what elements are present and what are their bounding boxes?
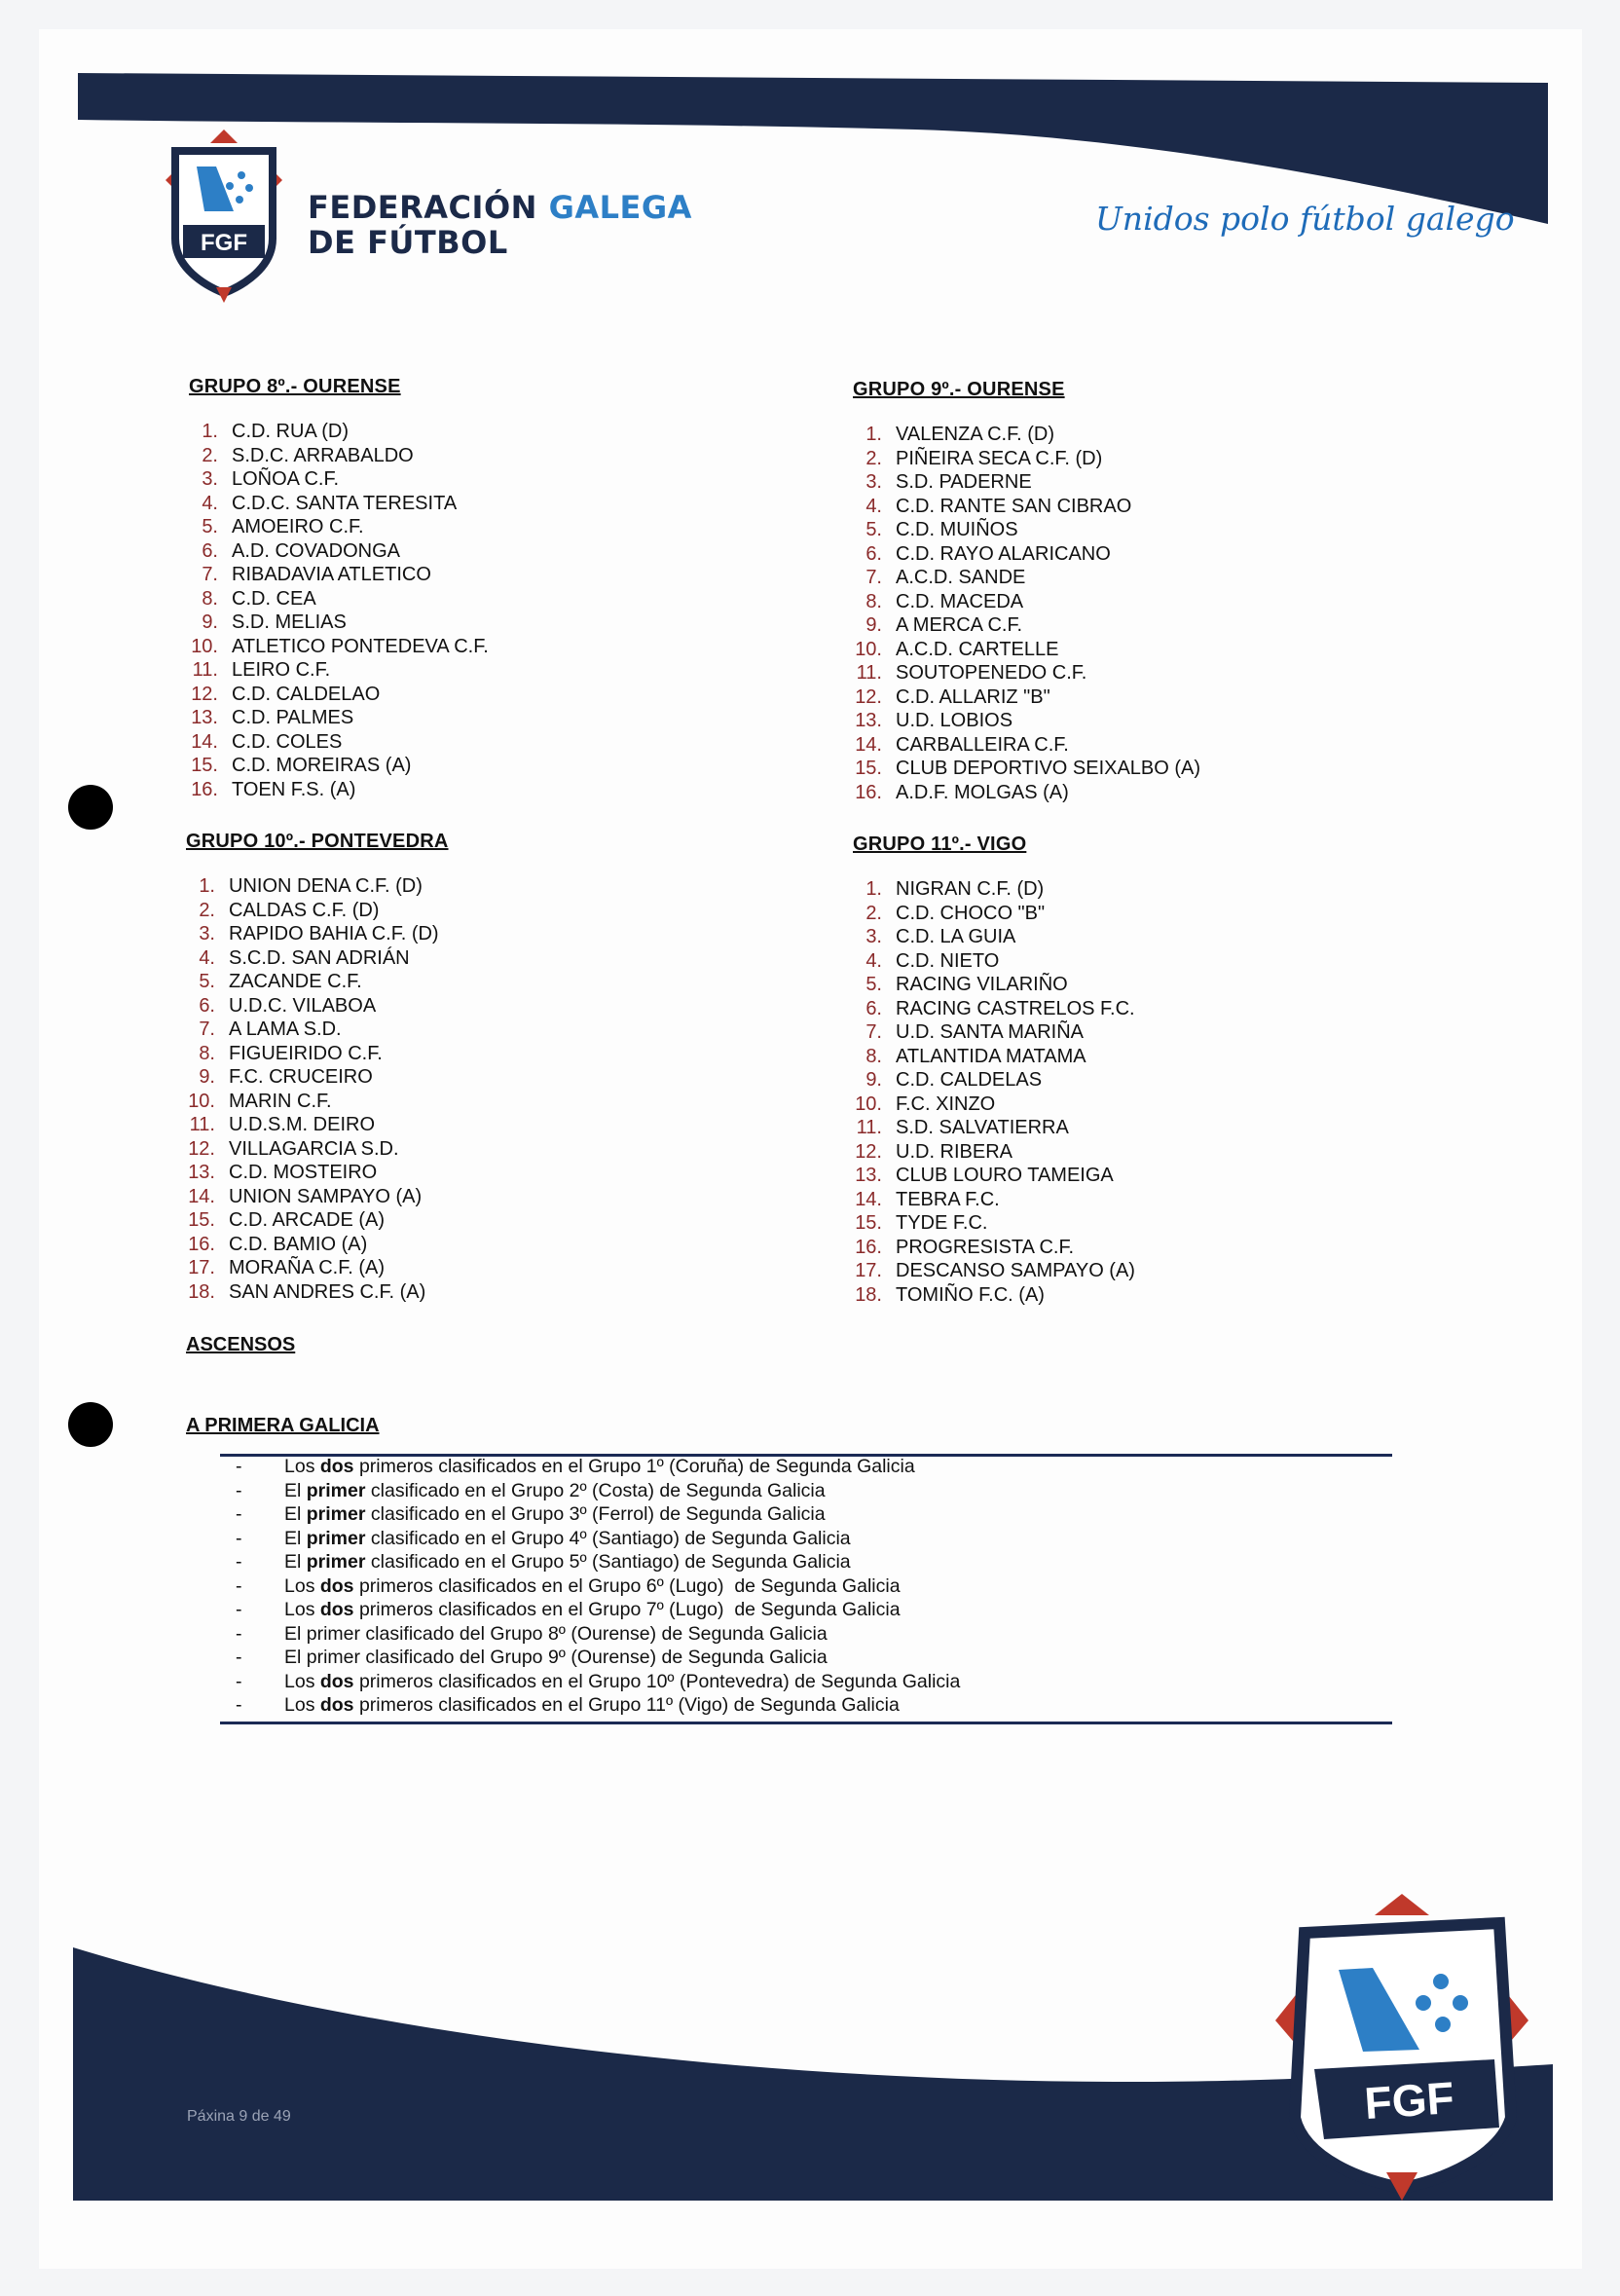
bullet-dash: - [236,1551,242,1573]
team-name: U.D. SANTA MARIÑA [896,1021,1084,1043]
team-name: A.C.D. SANDE [896,567,1026,588]
team-name: SOUTOPENEDO C.F. [896,662,1087,684]
team-number: 5. [202,516,218,537]
ascenso-text [284,1574,901,1599]
team-name: C.D. NIETO [896,949,1000,972]
ascenso-text-pre: El primer clasificado del Grupo 8º (Ourense) de Segunda Galicia [284,1622,828,1645]
group-title: GRUPO 10º.- PONTEVEDRA [186,831,449,852]
team-number: 6. [865,997,882,1019]
group-9-ourense [853,379,1200,804]
team-number: 11. [192,659,218,681]
team-list [186,874,449,1304]
team-row [853,973,1135,997]
ascenso-text-pre: El primer clasificado del Grupo 9º (Ourense) de Segunda Galicia [284,1647,828,1668]
team-row [853,781,1200,805]
team-number: 12. [855,1140,882,1163]
team-name: CLUB DEPORTIVO SEIXALBO (A) [896,758,1201,779]
punch-hole-bottom [68,1402,113,1447]
team-name: UNION SAMPAYO (A) [229,1185,423,1207]
brand-federacion: FEDERACIÓN [308,189,537,226]
team-name: S.D. PADERNE [896,471,1032,493]
team-row [853,757,1200,781]
bullet-dash: - [236,1694,242,1716]
team-name: F.C. XINZO [896,1092,996,1115]
group-title: GRUPO 9º.- OURENSE [853,379,1065,400]
team-number: 9. [202,611,218,633]
team-name: C.D. BAMIO (A) [229,1233,368,1255]
ascenso-text [284,1693,900,1718]
team-name: C.D. CALDELAS [896,1069,1043,1091]
team-number: 13. [855,1165,882,1186]
team-name: A.C.D. CARTELLE [896,638,1059,660]
ascenso-text-post: clasificado en el Grupo 3º (Ferrol) de Segunda Galicia [365,1503,826,1525]
team-name: PIÑEIRA SECA C.F. (D) [896,447,1103,469]
team-name: A LAMA S.D. [229,1018,342,1040]
team-row [853,1236,1135,1260]
team-name: PROGRESISTA C.F. [896,1236,1074,1258]
team-row [853,685,1200,710]
team-row [853,1045,1135,1069]
team-number: 2. [202,444,218,466]
team-number: 18. [188,1280,215,1303]
team-row [853,925,1135,949]
team-row [853,566,1200,590]
team-number: 7. [865,567,882,588]
team-row [853,1092,1135,1117]
ascenso-item [234,1527,1382,1551]
team-name: S.D.C. ARRABALDO [232,444,414,466]
ascenso-text [284,1670,960,1694]
team-number: 16. [855,781,882,803]
team-number: 8. [865,1045,882,1067]
team-number: 13. [191,707,218,728]
team-number: 10. [855,1092,882,1115]
team-number: 3. [202,468,218,490]
ascenso-text-pre: Los [284,1456,320,1477]
team-number: 13. [188,1162,215,1183]
team-number: 8. [199,1042,215,1064]
team-name: C.D. PALMES [232,707,354,728]
team-row [186,1113,449,1137]
ascenso-text-pre: Los [284,1670,320,1692]
team-name: AMOEIRO C.F. [232,516,364,537]
ascensos-list [234,1455,1382,1718]
team-number: 11. [856,1117,882,1138]
team-row [186,874,449,899]
group-8-ourense [189,376,489,801]
team-list [189,420,489,801]
team-number: 4. [199,946,215,969]
ascenso-item [234,1550,1382,1574]
team-name: C.D.C. SANTA TERESITA [232,492,458,514]
team-name: MARIN C.F. [229,1090,332,1112]
team-name: RACING VILARIÑO [896,974,1068,995]
ascenso-text-post: primeros clasificados en el Grupo 1º (Coruña) de Segunda Galicia [353,1456,915,1477]
team-row [853,1283,1135,1308]
team-row [853,877,1135,902]
team-number: 9. [865,1069,882,1091]
team-number: 4. [865,495,882,517]
team-number: 10. [188,1090,215,1112]
ascenso-text [284,1646,828,1670]
team-name: U.D.S.M. DEIRO [229,1114,376,1135]
team-number: 11. [856,662,882,684]
team-row [853,1068,1135,1092]
rule-bottom [220,1722,1392,1724]
team-number: 2. [865,902,882,924]
team-row [186,899,449,923]
ascenso-text [284,1622,828,1647]
team-row [186,1090,449,1114]
team-row [186,1256,449,1280]
team-name: FIGUEIRIDO C.F. [229,1042,383,1064]
team-name: SAN ANDRES C.F. (A) [229,1280,426,1303]
team-row [853,447,1200,471]
team-row [186,1018,449,1042]
ascenso-text-emphasis: dos [319,1670,354,1692]
team-number: 4. [865,949,882,972]
team-row [853,949,1135,974]
team-row [189,635,489,659]
team-number: 1. [865,878,882,900]
ascenso-text-post: clasificado en el Grupo 5º (Santiago) de Segunda Galicia [365,1551,851,1573]
team-name: LEIRO C.F. [232,659,331,681]
ascenso-text [284,1502,826,1527]
ascenso-text [284,1455,915,1479]
team-name: C.D. MACEDA [896,590,1024,612]
team-number: 9. [865,614,882,636]
ascenso-text-post: clasificado en el Grupo 2º (Costa) de Segunda Galicia [365,1479,826,1501]
ascenso-text-emphasis: primer [306,1551,366,1573]
team-number: 18. [855,1283,882,1306]
punch-hole-top [68,785,113,830]
team-row [853,661,1200,685]
bullet-dash: - [236,1622,242,1645]
ascenso-item [234,1646,1382,1670]
ascenso-text-emphasis: dos [319,1599,354,1620]
team-name: VILLAGARCIA S.D. [229,1137,399,1160]
bullet-dash: - [236,1503,242,1525]
team-row [186,994,449,1018]
team-name: LOÑOA C.F. [232,468,340,490]
team-row [189,420,489,444]
ascenso-text-post: primeros clasificados en el Grupo 7º (Lugo) de Segunda Galicia [353,1599,901,1620]
team-number: 16. [188,1233,215,1255]
team-name: C.D. RAYO ALARICANO [896,542,1111,565]
team-row [853,470,1200,495]
team-row [189,611,489,635]
team-number: 12. [191,683,218,705]
team-number: 11. [189,1114,215,1135]
team-row [853,709,1200,733]
ascensos-title: ASCENSOS [186,1334,296,1355]
group-title: GRUPO 8º.- OURENSE [189,376,401,397]
ascenso-text-pre: Los [284,1599,320,1620]
ascenso-text-emphasis: dos [319,1456,354,1477]
team-name: ATLANTIDA MATAMA [896,1045,1086,1067]
ascenso-text-emphasis: dos [319,1694,354,1716]
team-name: CARBALLEIRA C.F. [896,733,1069,756]
team-row [189,683,489,707]
team-name: RACING CASTRELOS F.C. [896,997,1135,1019]
team-name: A.D. COVADONGA [232,539,400,562]
team-row [853,542,1200,567]
group-11-vigo [853,833,1135,1307]
team-name: U.D. LOBIOS [896,710,1013,731]
team-number: 15. [855,1212,882,1234]
team-name: F.C. CRUCEIRO [229,1066,373,1088]
team-row [186,970,449,994]
bullet-dash: - [236,1574,242,1597]
team-name: C.D. ALLARIZ "B" [896,685,1050,708]
team-list [853,423,1200,804]
team-name: C.D. CHOCO "B" [896,902,1046,924]
brand-de-futbol: DE FÚTBOL [308,224,508,261]
bullet-dash: - [236,1479,242,1501]
team-name: C.D. CEA [232,587,316,610]
bullet-dash: - [236,1670,242,1692]
bullet-dash: - [236,1527,242,1549]
team-row [189,730,489,755]
bullet-dash: - [236,1456,242,1477]
ascenso-text-emphasis: dos [319,1574,354,1597]
team-number: 4. [202,492,218,514]
team-number: 1. [865,424,882,445]
team-number: 1. [202,421,218,442]
team-row [853,590,1200,614]
team-row [853,638,1200,662]
team-number: 14. [188,1185,215,1207]
team-name: C.D. MUIÑOS [896,519,1018,540]
team-name: S.D. SALVATIERRA [896,1117,1069,1138]
team-name: A.D.F. MOLGAS (A) [896,781,1069,803]
ascenso-text-post: clasificado en el Grupo 4º (Santiago) de Segunda Galicia [365,1527,851,1549]
team-number: 5. [865,974,882,995]
team-number: 13. [855,710,882,731]
ascenso-item [234,1693,1382,1718]
ascenso-text-pre: El [284,1527,307,1549]
team-name: C.D. LA GUIA [896,926,1016,947]
team-name: C.D. RUA (D) [232,421,349,442]
team-row [853,733,1200,758]
team-row [189,563,489,587]
ascenso-text-pre: El [284,1551,307,1573]
team-number: 14. [191,730,218,753]
ascenso-text-pre: El [284,1503,307,1525]
team-number: 16. [855,1236,882,1258]
team-name: C.D. CALDELAO [232,683,381,705]
ascenso-item [234,1502,1382,1527]
team-number: 17. [855,1260,882,1281]
team-number: 15. [188,1209,215,1231]
ascenso-text-emphasis: primer [306,1503,366,1525]
page-number: Páxina 9 de 49 [187,2108,291,2125]
team-row [186,1065,449,1090]
ascenso-item [234,1622,1382,1647]
team-name: C.D. RANTE SAN CIBRAO [896,495,1132,517]
bullet-dash: - [236,1599,242,1620]
team-row [186,1280,449,1305]
team-row [853,1259,1135,1283]
team-row [186,1137,449,1162]
team-row [189,539,489,564]
team-number: 14. [855,1188,882,1210]
team-number: 9. [199,1066,215,1088]
group-title: GRUPO 11º.- VIGO [853,833,1027,855]
team-row [853,613,1200,638]
team-number: 6. [199,994,215,1017]
team-name: TOMIÑO F.C. (A) [896,1283,1045,1306]
team-row [853,1188,1135,1212]
team-number: 5. [865,519,882,540]
bullet-dash: - [236,1647,242,1668]
ascenso-text-pre: El [284,1479,307,1501]
team-row [186,922,449,946]
team-number: 3. [865,471,882,493]
team-name: C.D. MOREIRAS (A) [232,755,412,776]
team-number: 7. [202,564,218,585]
team-name: TYDE F.C. [896,1212,988,1234]
team-row [186,1161,449,1185]
team-row [853,997,1135,1021]
ascenso-text-post: primeros clasificados en el Grupo 11º (Vigo) de Segunda Galicia [353,1694,900,1716]
team-row [853,1140,1135,1165]
team-number: 1. [199,875,215,897]
team-number: 12. [855,685,882,708]
ascenso-text-emphasis: primer [306,1527,366,1549]
ascenso-item [234,1574,1382,1599]
primera-galicia-title: A PRIMERA GALICIA [186,1415,380,1436]
ascenso-item [234,1479,1382,1503]
team-row [186,1208,449,1233]
team-row [189,658,489,683]
team-name: U.D.C. VILABOA [229,994,377,1017]
team-row [853,902,1135,926]
large-logo-text: FGF [1362,2071,1456,2129]
team-number: 5. [199,971,215,992]
brand-galega: GALEGA [548,189,692,226]
ascenso-text [284,1598,901,1622]
team-name: CLUB LOURO TAMEIGA [896,1165,1114,1186]
team-row [853,1164,1135,1188]
team-number: 3. [865,926,882,947]
ascenso-item [234,1670,1382,1694]
team-name: C.D. COLES [232,730,343,753]
team-number: 12. [188,1137,215,1160]
logo-text: FGF [201,230,247,256]
team-row [186,1233,449,1257]
team-row [853,518,1200,542]
team-number: 10. [191,635,218,657]
team-row [189,778,489,802]
team-name: RAPIDO BAHIA C.F. (D) [229,923,439,944]
team-list [853,877,1135,1307]
group-10-pontevedra [186,831,449,1304]
ascenso-text-emphasis: primer [306,1479,366,1501]
ascenso-text-pre: Los [284,1694,320,1716]
team-name: MORAÑA C.F. (A) [229,1257,386,1278]
team-name: TOEN F.S. (A) [232,778,356,800]
ascenso-text [284,1550,851,1574]
ascenso-item [234,1598,1382,1622]
tagline: Unidos polo fútbol galego [1095,200,1515,238]
team-number: 10. [855,638,882,660]
ascenso-text [284,1479,826,1503]
team-row [853,1116,1135,1140]
team-row [853,423,1200,447]
team-number: 6. [865,542,882,565]
team-row [189,492,489,516]
team-number: 15. [191,755,218,776]
team-name: DESCANSO SAMPAYO (A) [896,1260,1135,1281]
team-number: 2. [199,899,215,921]
ascenso-text-pre: Los [284,1574,320,1597]
ascenso-text-post: primeros clasificados en el Grupo 10º (Pontevedra) de Segunda Galicia [353,1670,961,1692]
team-number: 7. [865,1021,882,1043]
team-name: RIBADAVIA ATLETICO [232,564,431,585]
team-row [189,706,489,730]
team-name: C.D. MOSTEIRO [229,1162,378,1183]
team-row [189,467,489,492]
ascenso-item [234,1455,1382,1479]
team-number: 16. [191,778,218,800]
team-row [186,1185,449,1209]
fgf-logo [146,122,302,307]
team-name: S.D. MELIAS [232,611,347,633]
team-name: S.C.D. SAN ADRIÁN [229,946,410,969]
team-number: 7. [199,1018,215,1040]
team-row [186,946,449,971]
team-name: TEBRA F.C. [896,1188,1000,1210]
ascenso-text-post: primeros clasificados en el Grupo 6º (Lugo) de Segunda Galicia [353,1574,901,1597]
ascenso-text [284,1527,851,1551]
team-number: 8. [865,590,882,612]
team-row [189,444,489,468]
team-number: 6. [202,539,218,562]
team-row [189,754,489,778]
team-name: U.D. RIBERA [896,1140,1013,1163]
team-number: 8. [202,587,218,610]
fgf-large-logo [1256,1884,1548,2205]
team-name: A MERCA C.F. [896,614,1023,636]
team-row [853,1020,1135,1045]
team-name: C.D. ARCADE (A) [229,1209,386,1231]
team-row [853,1211,1135,1236]
team-name: NIGRAN C.F. (D) [896,878,1045,900]
team-row [853,495,1200,519]
team-number: 17. [188,1257,215,1278]
team-row [186,1042,449,1066]
team-row [189,587,489,611]
team-name: UNION DENA C.F. (D) [229,875,423,897]
team-number: 15. [855,758,882,779]
team-name: ATLETICO PONTEDEVA C.F. [232,635,489,657]
team-name: ZACANDE C.F. [229,971,362,992]
team-number: 2. [865,447,882,469]
team-name: VALENZA C.F. (D) [896,424,1054,445]
team-row [189,515,489,539]
brand-name [308,190,692,260]
team-number: 14. [855,733,882,756]
team-number: 3. [199,923,215,944]
team-name: CALDAS C.F. (D) [229,899,380,921]
